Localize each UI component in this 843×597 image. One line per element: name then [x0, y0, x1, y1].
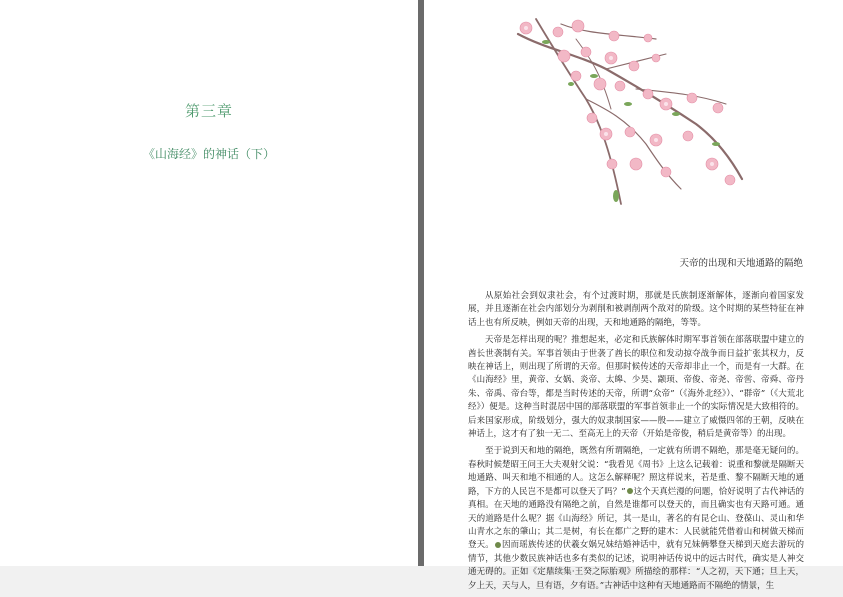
- paragraph-segment: 这个天真烂漫的问题，恰好说明了古代神话的真相。在天地的通路没有隔绝之前，自然是谁都可以登天的，而且确实也有天路可通。通天的道路是什么呢？据《山海经》所记，其一是山，著名的有昆仑山、登葆山、灵山和华山青水之东的肇山；其二是树，有长在都广之野的建木：人民就能凭借着山和树做天梯而登天。: [468, 486, 804, 551]
- paragraph: 从原始社会到奴隶社会，有个过渡时期，那就是氏族制逐渐解体，逐渐向着国家发展，并且逐渐在社会内部划分为剥削和被剥削两个敌对的阶级。这个时期的某些特征在神话上也有所反映，例如天帝的出现，天和地通路的隔绝，等等。: [468, 291, 804, 328]
- left-page: [0, 0, 418, 566]
- peach-blossom-illustration: [516, 14, 748, 220]
- right-page: [424, 0, 843, 591]
- paragraph-segment: 至于说到天和地的隔绝，既然有所谓隔绝，一定就有所谓不隔绝，那是毫无疑问的。春秋时候楚昭王问王大夫观射父说：“我看见《周书》上这么记载着：说重和黎就是隔断天地通路、叫天和地不相通的人。这怎么解释呢？照这样说来，若是重、黎不隔断天地的通路，下方的人民岂不是都可以登天了吗？”: [468, 446, 804, 497]
- section-heading: 天帝的出现和天地通路的隔绝: [679, 258, 803, 269]
- footnote-marker-icon[interactable]: [627, 488, 633, 494]
- body-text: [468, 290, 804, 597]
- footnote-marker-icon[interactable]: [495, 542, 501, 548]
- chapter-title: 第三章: [184, 102, 233, 120]
- chapter-subtitle: 《山海经》的神话（下）: [142, 147, 275, 161]
- paragraph: [468, 445, 804, 592]
- paragraph-segment: 因而瑶族传述的伏羲女娲兄妹结婚神话中，就有兄妹俩攀登天梯到天庭去游玩的情节，其他少数民族神话也多有类似的记述，说明神话传说中的远古时代，确实是人神交通无碍的。正如《定鼎续集·王癸之际胎观》所描绘的那样：“人之初，天下通；旦上天，夕上天，天与人，旦有语，夕有语。”古神话中这种有天地通路而不隔绝的情景，生: [468, 540, 804, 591]
- paragraph: 天帝是怎样出现的呢？推想起来，必定和氏族解体时期军事首领在部落联盟中建立的酋长世袭制有关。军事首领由于世袭了酋长的职位和发动掠夺战争而日益扩张其权力，反映在神话上，则出现了所谓的天帝。但那时候传述的天帝却非止一个，而是有一大群。在《山海经》里，黄帝、女娲、炎帝、太皞、少昊、颛顼、帝俊、帝尧、帝喾、帝舜、帝丹朱、帝禹、帝台等，都是当时传述的天帝，所谓“众帝”（《海外北经》）、“群帝”（《大荒北经》）便是。这种当时混居中国的部落联盟的军事首领非止一个的实际情况是大致相符的。后来国家形成，阶级划分，强大的奴隶制国家——殷——建立了威慑四邻的王朝，反映在神话上，这才有了独一无二、至高无上的天帝（开始是帝俊，稍后是黄帝等）的出现。: [468, 335, 804, 440]
